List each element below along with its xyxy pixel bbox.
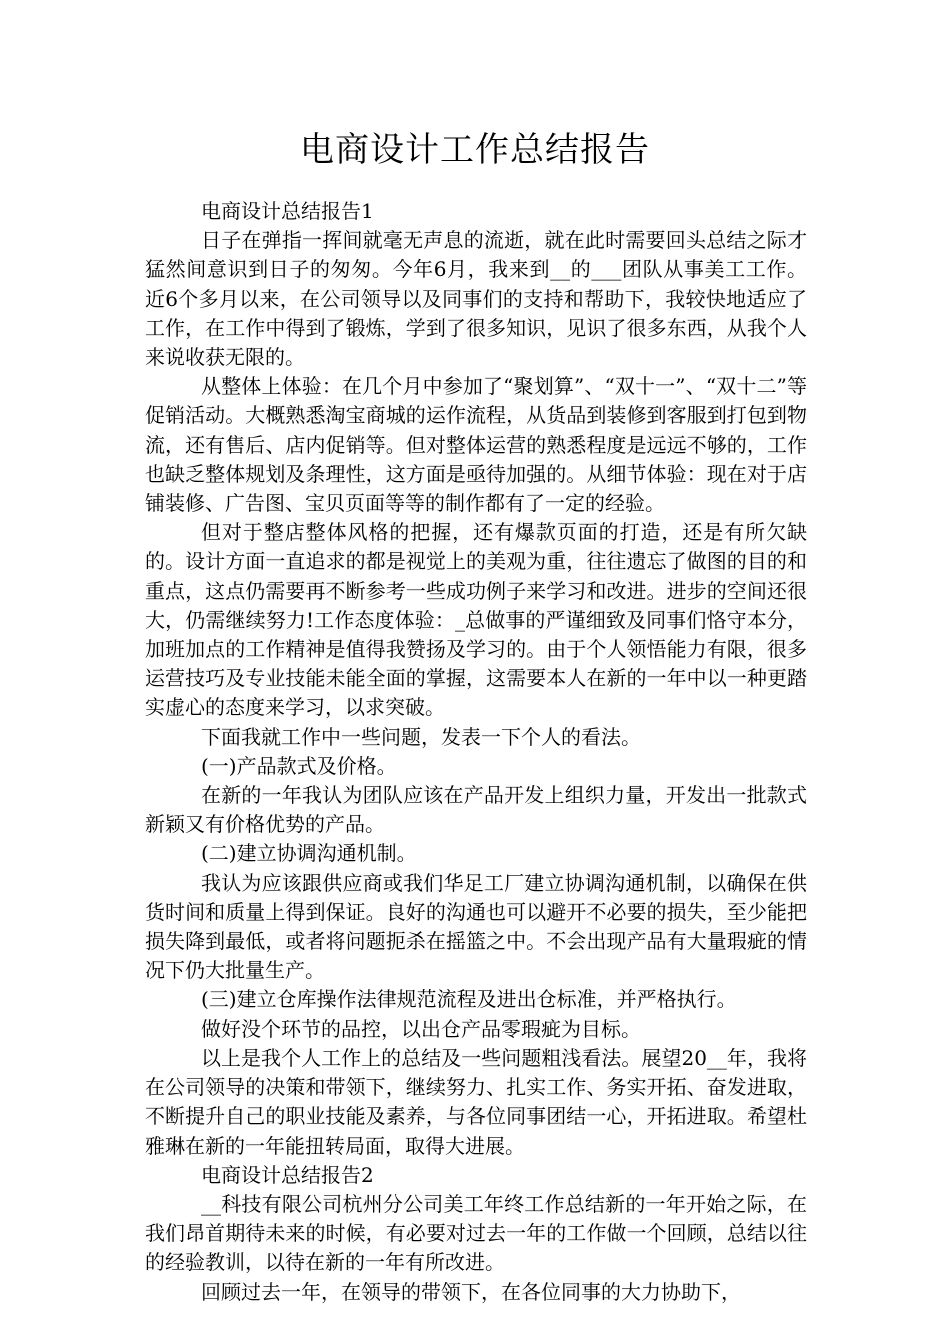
document-title: 电商设计工作总结报告	[300, 130, 650, 170]
section-heading-2: (二)建立协调沟通机制。	[201, 841, 417, 866]
paragraph-opinion-intro: 下面我就工作中一些问题，发表一下个人的看法。	[201, 724, 641, 749]
paragraph-intro: 日子在弹指一挥间就毫无声息的流逝，就在此时需要回头总结之际才猛然间意识到日子的匆匆。今年6月，我来到__的___团队从事美工工作。近6个多月以来，在公司领导以及同事们的支持和帮助下，我较快地适应了工作，在工作中得到了锻炼，学到了很多知识，见识了很多东西，从我个人来说收获无限的。	[145, 228, 807, 370]
paragraph-overall-experience: 从整体上体验：在几个月中参加了“聚划算”、“双十一”、“双十二”等促销活动。大概熟悉淘宝商城的运作流程，从货品到装修到客服到打包到物流，还有售后、店内促销等。但对整体运营的熟悉程度是远远不够的，工作也缺乏整体规划及条理性，这方面是亟待加强的。从细节体验：现在对于店铺装修、广告图、宝贝页面等等的制作都有了一定的经验。	[145, 374, 807, 516]
report-2-heading: 电商设计总结报告2	[201, 1162, 374, 1187]
section-heading-1: (一)产品款式及价格。	[201, 753, 397, 778]
report-1-heading: 电商设计总结报告1	[201, 199, 374, 223]
paragraph-design-reflection: 但对于整店整体风格的把握，还有爆款页面的打造，还是有所欠缺的。设计方面一直追求的都是视觉上的美观为重，往往遗忘了做图的目的和重点，这点仍需要再不断参考一些成功例子来学习和改进。进步的空间还很大，仍需继续努力!工作态度体验：_总做事的严谨细致及同事们恪守本分，加班加点的工作精神是值得我赞扬及学习的。由于个人领悟能力有限，很多运营技巧及专业技能未能全面的掌握，这需要本人在新的一年中以一种更踏实虚心的态度来学习，以求突破。	[145, 520, 807, 720]
paragraph-report-2-review: 回顾过去一年，在领导的带领下，在各位同事的大力协助下，	[201, 1279, 741, 1304]
section-heading-3: (三)建立仓库操作法律规范流程及进出仓标准，并严格执行。	[201, 987, 737, 1012]
paragraph-communication: 我认为应该跟供应商或我们华足工厂建立协调沟通机制，以确保在供货时间和质量上得到保证。良好的沟通也可以避开不必要的损失，至少能把损失降到最低，或者将问题扼杀在摇篮之中。不会出现产品有大量瑕疵的情况下仍大批量生产。	[145, 870, 807, 983]
document-body	[145, 197, 807, 1307]
paragraph-quality-control: 做好没个环节的品控，以出仓产品零瑕疵为目标。	[201, 1016, 641, 1041]
paragraph-conclusion: 以上是我个人工作上的总结及一些问题粗浅看法。展望20__年，我将在公司领导的决策和带领下，继续努力、扎实工作、务实开拓、奋发进取，不断提升自己的职业技能及素养，与各位同事团结一心，开拓进取。希望杜雅琳在新的一年能扭转局面，取得大进展。	[145, 1045, 807, 1158]
paragraph-report-2-intro: __科技有限公司杭州分公司美工年终工作总结新的一年开始之际，在我们昂首期待未来的时候，有必要对过去一年的工作做一个回顾，总结以往的经验教训，以待在新的一年有所改进。	[145, 1191, 807, 1275]
paragraph-product: 在新的一年我认为团队应该在产品开发上组织力量，开发出一批款式新颖又有价格优势的产品。	[145, 783, 807, 837]
